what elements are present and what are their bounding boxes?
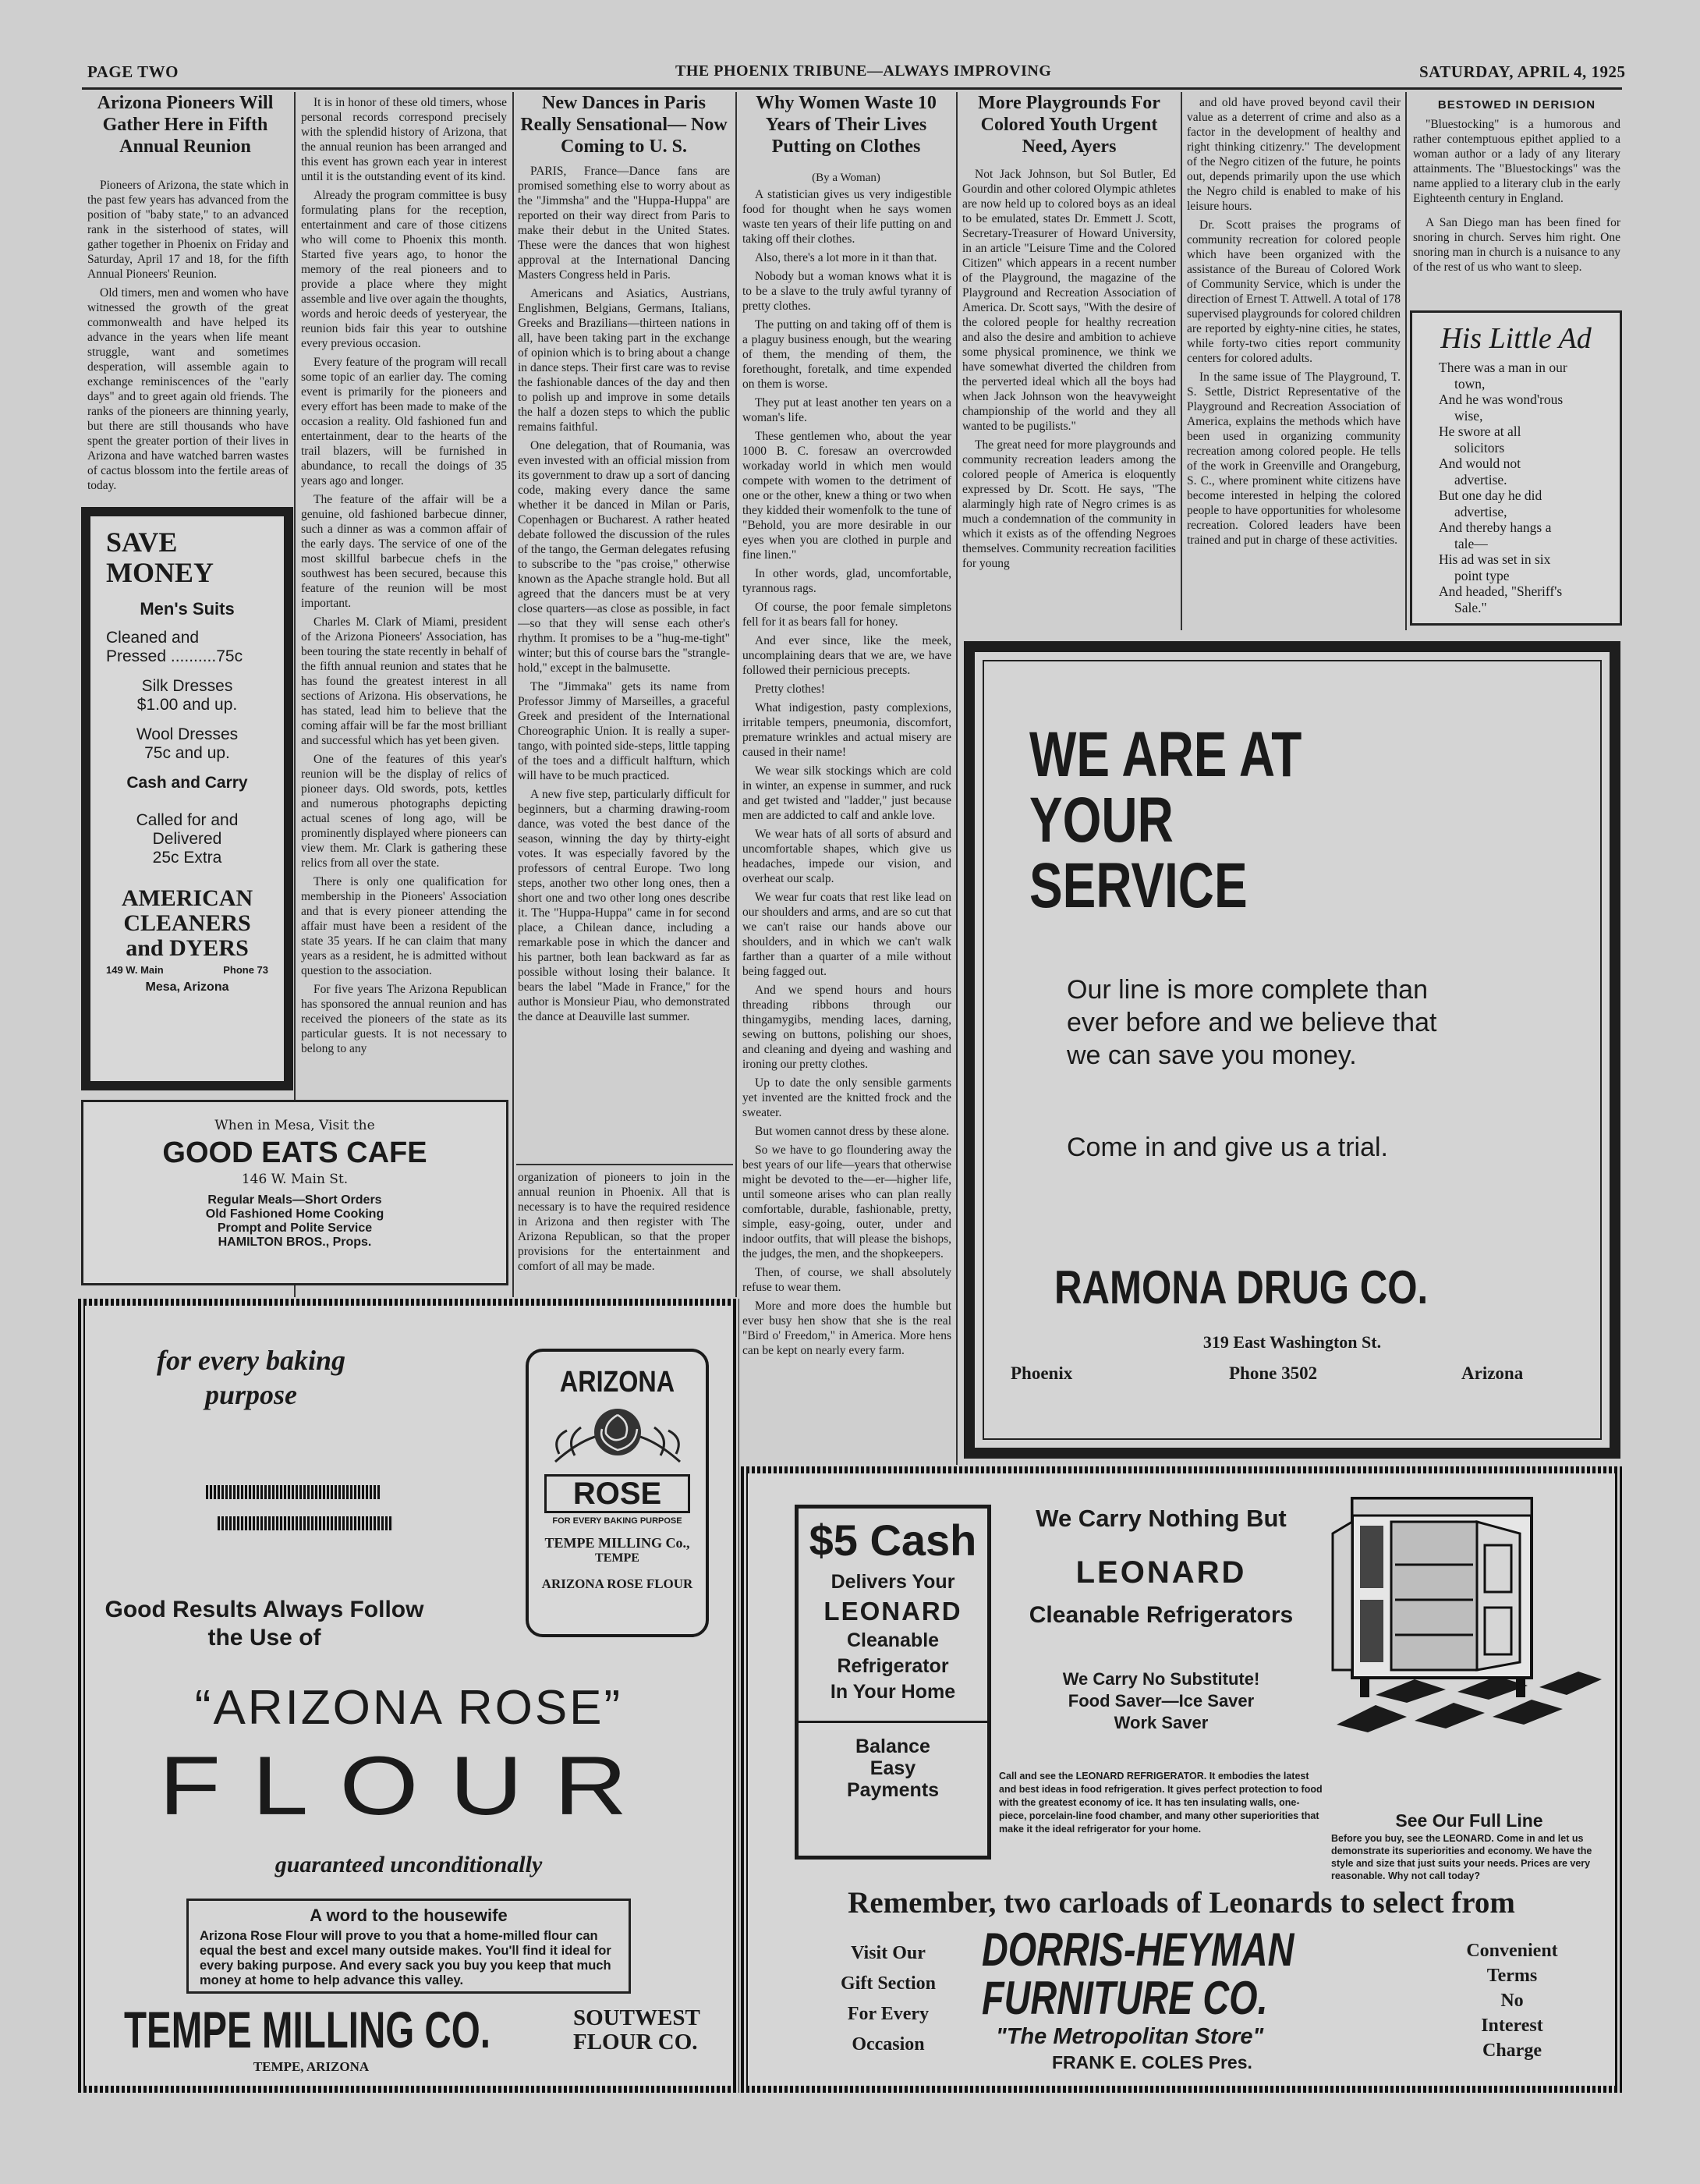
ad-subheading: A word to the housewife <box>310 1906 508 1925</box>
ad-body: Come in and give us a trial. <box>1067 1133 1388 1162</box>
ad-line: 75c and up. <box>144 744 230 762</box>
ad-line: Terms <box>1486 1966 1538 1986</box>
paragraph: The "Jimmaka" gets its name from Professor Jimmy of Marseilles, a graceful Greek and president of the International Choreographic Union. It is really a super-tango, with pointed side-steps, little tapping of the toes and a difficult halfturn, which will have to be much practiced. <box>518 680 730 782</box>
masthead-rule <box>82 87 1622 90</box>
paragraph: We wear hats of all sorts of absurd and uncomfortable shapes, which give us headaches, impede our vision, and overheat our scalp. <box>742 828 951 885</box>
paragraph: A San Diego man has been fined for snoring in church. Serves him right. One snoring man in church is a nuisance to any of the rest of us who want to sleep. <box>1413 216 1620 274</box>
sack-label: ARIZONA <box>559 1366 675 1399</box>
ad-line: Occasion <box>852 2034 925 2055</box>
ad-line: Delivered <box>152 830 222 848</box>
paragraph: It is in honor of these old timers, whose personal records correspond precisely with the splendid history of Arizona, that the annual reunion has been arranged and this event has grown each year in interest until it is the outstanding event of its kind. <box>301 96 507 183</box>
poem-line: town, <box>1454 375 1486 392</box>
ad-tagline: for every baking <box>157 1345 345 1376</box>
ad-business-name: FLOUR CO. <box>573 2030 698 2055</box>
paragraph: Already the program committee is busy formulating plans for the reception, entertainment and care of those citizens who will come to Phoenix this month. Started five years ago, to honor the memory of the real pioneers and to provide a place where they might assemble and live over again the thoughts, words and heroic deeds of yesteryear, the reunion bids fair this year to outshine every previous occasion. <box>301 189 507 350</box>
ad-business-name: TEMPE MILLING CO. <box>124 2001 491 2058</box>
paragraph: Also, there's a lot more in it than that. <box>755 251 937 264</box>
ad-line: Easy <box>869 1757 916 1779</box>
ad-headline: YOUR <box>1029 785 1174 856</box>
paragraph: "Bluestocking" is a humorous and rather contemptuous epithet applied to a woman author or a lady of any literary attainments. The "Bluestockings" was the name applied to a literary club in the early Eighteenth century in England. <box>1413 118 1620 205</box>
ad-line: Cleanable <box>846 1629 940 1651</box>
poem-line: point type <box>1454 567 1510 583</box>
paragraph: The feature of the affair will be a genuine, old fashioned barbecue dinner, such a dinner as was a common affair of the early days. The service of one of the most skillful barbecue chefs in the southwest has been secured, because this feature of the reunion will be most important. <box>301 493 507 610</box>
ad-business-name: DORRIS-HEYMAN <box>982 1923 1294 1976</box>
column-rule <box>956 92 958 1465</box>
sack-label: TEMPE MILLING Co., <box>544 1535 690 1551</box>
article-derision <box>1413 117 1620 304</box>
ad-business-name: FURNITURE CO. <box>982 1972 1268 2024</box>
ad-proprietor: FRANK E. COLES Pres. <box>1052 2052 1252 2072</box>
ad-line: LEONARD <box>823 1597 962 1626</box>
paragraph: What indigestion, pasty complexions, irritable tempers, pneumonia, discomfort, premature wrinkles and actual misery are caused in their name! <box>742 701 951 759</box>
poem-line: advertise, <box>1454 503 1507 519</box>
ad-line: Silk Dresses <box>141 677 233 695</box>
ad-address: 149 W. Main <box>106 964 164 976</box>
sack-label: ROSE <box>544 1474 690 1513</box>
ad-line: $1.00 and up. <box>136 696 238 714</box>
paragraph: They put at least another ten years on a woman's life. <box>742 396 951 424</box>
ad-body: Call and see the LEONARD REFRIGERATOR. It embodies the latest and best ideas in food refrigeration. It gives perfect protection to food with the greatest economy of ice. It has ten insulating walls, one-piece, porcelain-line food chamber, and many other superiorities that make it the ideal refrigerator for your home. <box>999 1771 1323 1835</box>
ad-headline: SERVICE <box>1029 850 1248 921</box>
ad-line: Called for and <box>136 811 239 829</box>
ad-business-name: CLEANERS <box>123 910 251 936</box>
paragraph: And we spend hours and hours threading ribbons through our thingamygibs, mending laces, darning, sewing on buttons, polishing our shoes, and cleaning and dyeing and washing and ironing our pretty clothes. <box>742 984 951 1071</box>
poem-his-little-ad <box>1410 310 1622 626</box>
sack-label: FOR EVERY BAKING PURPOSE <box>552 1516 682 1526</box>
ad-body: Arizona Rose Flour will prove to you that a home-milled flour can equal the best and excel many outside makes. You'll find it ideal for every baking purpose. And every sack you buy you keep that much money at home to help advance this valley. <box>200 1929 611 1987</box>
paragraph: A new five step, particularly difficult for beginners, but a charming drawing-room dance, was voted the best dance of the season, winning the day by thirty-eight votes. It was especially favored by the professors of central Europe. Two long steps, another two other long ones, then a short one and two other long ones describe it. The "Huppa-Huppa" came in for second place, a Chilean dance, including a remarkable pose in which the dancer and his partner, both lean backward as far as possible without losing their balance. It bears the label "Made in France," for the author is Monsieur Piau, who demonstrated the dance at Deauville last summer. <box>518 788 730 1023</box>
ad-line: Charge <box>1482 2040 1542 2061</box>
issue-date: SATURDAY, APRIL 4, 1925 <box>1419 62 1626 81</box>
poem-line: Sale." <box>1454 599 1487 615</box>
ad-line: Payments <box>846 1779 940 1801</box>
column-rule <box>1405 92 1407 630</box>
ad-line: the Use of <box>207 1625 321 1650</box>
paragraph: Then, of course, we shall absolutely refuse to wear them. <box>742 1266 951 1294</box>
paragraph: A statistician gives us very indigestible food for thought when he says women waste ten years of their life putting on and taking off their clothes. <box>742 188 951 246</box>
article-pioneers-jump: organization of pioneers to join in the annual reunion in Phoenix. All that is necessary is to have the required residence in Arizona and then register with The Arizona Republican, so that the proper provisions for the entertainment and comfort of all may be made. <box>518 1171 730 1273</box>
ad-brand-name: LEONARD <box>1075 1555 1247 1590</box>
ad-line: 25c Extra <box>152 849 222 867</box>
ad-body: Our line is more complete than ever before and we believe that we can save you money. <box>1067 975 1437 1070</box>
ad-american-cleaners <box>81 507 293 1090</box>
ad-line: Good Results Always Follow <box>104 1597 424 1622</box>
paragraph: Americans and Asiatics, Austrians, Englishmen, Belgians, Germans, Italians, Greeks and Brazilians—thirteen nations in all, have been taking part in the exchange of opinion which is to bring about a change in dance steps. Their first care was to revise the fashionable dances of the day and then to polish up and improve in some details the half a dozen steps to which the public remains faithful. <box>518 287 730 434</box>
paragraph: And ever since, like the meek, uncomplaining dears that we are, we have followed their pernicious precepts. <box>742 634 951 677</box>
column-rule <box>735 92 737 1297</box>
cash-offer-box <box>795 1505 991 1860</box>
ad-line: Work Saver <box>1114 1713 1209 1732</box>
decorative-stripe <box>218 1516 393 1530</box>
poem-line: He swore at all <box>1439 424 1521 439</box>
poem-line: tale— <box>1454 535 1488 551</box>
column-rule <box>512 92 514 1297</box>
ad-line: No <box>1500 1991 1524 2011</box>
paragraph: Every feature of the program will recall some topic of an earlier day. The coming event is primarily for the pioneers and every effort has been made to make of the occasion a reality. Old fashioned fun and entertainment, dear to the hearts of the trail blazers, will be furnished in abundance, to recall the doings of 35 years ago and longer. <box>301 356 507 488</box>
column-rule <box>1181 92 1182 630</box>
article-pioneers-continued <box>301 95 507 1101</box>
headline-women: Why Women Waste 10 Years of Their Lives Putting on Clothes <box>756 93 937 157</box>
ad-arizona-rose-flour <box>78 1299 739 2093</box>
ad-line: Wool Dresses <box>136 725 239 743</box>
ad-line: Convenient <box>1466 1941 1558 1961</box>
ad-city: Mesa, Arizona <box>145 980 229 994</box>
column-divider <box>516 1164 733 1165</box>
ad-line: We Carry Nothing But <box>1036 1505 1287 1532</box>
ad-line: In Your Home <box>830 1681 956 1703</box>
poem-line: solicitors <box>1454 439 1505 456</box>
paragraph: PARIS, France—Dance fans are promised something else to worry about as the "Jimmsha" and the "Huppa-Huppa" are reported on their way direct from Paris to make their debut in the United States. These were the dances that won highest approval at the International Dancing Masters Congress held in Paris. <box>518 165 730 282</box>
poem-line: And headed, "Sheriff's <box>1439 583 1563 599</box>
poem-line: And thereby hangs a <box>1439 519 1552 535</box>
ad-city: Phoenix <box>1011 1363 1073 1383</box>
ad-line: We Carry No Substitute! <box>1062 1669 1260 1689</box>
headline-playgrounds: More Playgrounds For Colored Youth Urgent Need, Ayers <box>978 93 1160 157</box>
poem-line: There was a man in our <box>1439 360 1567 375</box>
paragraph: Nobody but a woman knows what it is to be a slave to the truly awful tyranny of pretty clothes. <box>742 270 951 313</box>
ad-phone: Phone 73 <box>223 964 268 976</box>
ad-price: Pressed ..........75c <box>106 647 243 665</box>
headline-derision: BESTOWED IN DERISION <box>1437 98 1596 112</box>
ad-line: Visit Our <box>851 1943 926 1963</box>
ad-slogan: "The Metropolitan Store" <box>996 2024 1264 2049</box>
poem-line: But one day he did <box>1439 488 1542 503</box>
poem-line: His ad was set in six <box>1439 551 1551 567</box>
ad-line: Cleanable Refrigerators <box>1029 1602 1294 1628</box>
housewife-box <box>186 1899 631 1994</box>
ad-body: Before you buy, see the LEONARD. Come in and let us demonstrate its superiorities and economy. We have the style and size that just suits your needs. Prices are very reasonable. Why not call today? <box>1331 1833 1592 1881</box>
ad-line: Old Fashioned Home Cooking <box>205 1207 384 1221</box>
paragraph: One of the features of this year's reunion will be the display of relics of pioneer days. Old swords, pots, kettles and numerous photographs depicting actual scenes of long ago, will be prominently displayed where pioneers can view them. Mr. Clark is gathering these relics from all over the state. <box>301 753 507 870</box>
ad-line: Delivers Your <box>831 1571 955 1593</box>
ad-business-name: SOUTWEST <box>573 2005 700 2030</box>
paragraph: For five years The Arizona Republican has sponsored the annual reunion and has received the pioneers of the state as its particular guests. It is not necessary to belong to any <box>301 983 507 1055</box>
ad-title: MONEY <box>106 557 214 588</box>
paragraph: Pioneers of Arizona, the state which in the past few years has advanced from the position of "baby state," to an advanced rank in the sisterhood of states, will gather together in Phoenix on Friday and Saturday, April 17 and 18, for the fifth Annual Pioneers' Reunion. <box>87 179 289 281</box>
ad-subheading: See Our Full Line <box>1395 1810 1543 1831</box>
paragraph: More and more does the humble but ever busy hen show that she is the real "Bird o' Freedom," in America. More hens can be kept on nearly every farm. <box>742 1299 951 1357</box>
paragraph: and old have proved beyond cavil their value as a deterrent of crime and also as a factor in the development of healthy and right thinking citizenry." The development of the Negro citizen of the future, he points out, depends primarily upon the use which the Negro child is enabled to make of his leisure hours. <box>1187 96 1401 213</box>
byline: (By a Woman) <box>812 172 880 184</box>
ad-address: 146 W. Main St. <box>241 1172 349 1187</box>
article-dances <box>518 164 730 1154</box>
paper-title: THE PHOENIX TRIBUNE—ALWAYS IMPROVING <box>675 62 1052 80</box>
ad-line: Cleaned and <box>106 629 200 647</box>
ad-line: Food Saver—Ice Saver <box>1068 1691 1255 1711</box>
ad-line: Gift Section <box>841 1973 936 1994</box>
ad-business-name: RAMONA DRUG CO. <box>1054 1261 1429 1314</box>
poem-line: And would not <box>1439 456 1521 471</box>
paragraph: We wear silk stockings which are cold in winter, an expense in summer, and ruck and get twisted and "ladder," just because men are addicted to calf and ankle love. <box>742 764 951 822</box>
paragraph: Up to date the only sensible garments yet invented are the knitted frock and the sweater. <box>742 1076 951 1119</box>
refrigerator-illustration <box>1329 1491 1606 1732</box>
ad-line: For Every <box>847 2004 930 2024</box>
ad-line: Balance <box>855 1736 930 1757</box>
article-playgrounds <box>962 167 1176 627</box>
paragraph: In other words, glad, uncomfortable, tyrannous rags. <box>742 567 951 595</box>
paragraph: Charles M. Clark of Miami, president of the Arizona Pioneers' Association, has been touring the state recently in behalf of the fifth annual reunion and states that he has found the greatest interest in all sections of Arizona. His observations, he has stated, lead him to believe that the coming affair will be far the most brilliant and successful which has yet been given. <box>301 615 507 747</box>
ad-ramona-drug <box>964 641 1620 1459</box>
paragraph: We wear fur coats that rest like lead on our shoulders and arms, and are so cut that we can't raise our hands above our shoulders, and in which we can't walk farther than a quarter of a mile without being fagged out. <box>742 891 951 978</box>
paragraph: Old timers, men and women who have witnessed the growth of the great commonwealth and have helped its advance in the years when life meant struggle, want and sometimes desperation, will assemble again to exchange reminiscences of the "early days" and to greet again old friends. The ranks of the pioneers are thinning yearly, but there are still thousands who have spent the greater portion of their lives in Arizona and have watched barren wastes of cactus blossom into the fertile areas of today. <box>87 286 289 492</box>
ad-title: SAVE <box>106 526 178 558</box>
ad-state: Arizona <box>1461 1363 1524 1383</box>
paragraph: Dr. Scott praises the programs of community recreation for colored people which have been organized with the assistance of the Bureau of Colored Work of Community Service, which is under the direction of Ernest T. Attwell. A total of 178 supervised playgrounds for colored children are reported by eighty-nine cities, he states, while forty-two cities report community centers for colored adults. <box>1187 218 1401 365</box>
paragraph: Pretty clothes! <box>755 682 825 696</box>
ad-line: Refrigerator <box>837 1655 949 1677</box>
ad-line: Interest <box>1481 2016 1543 2036</box>
article-playgrounds-continued <box>1187 95 1401 627</box>
paragraph: There is only one qualification for membership in the Pioneers' Association and that is every pioneer attending the affair must have been a resident of the state 35 years. If he can claim that many years as a resident, he is admitted without question to the association. <box>301 875 507 977</box>
paragraph: So we have to go floundering away the best years of our life—years that otherwise might be devoted to the—er—higher life, until someone arises who can plan really comfortable, durable, fashionable, pretty, simple, easy-going, outer, under and indoor outfits, that will please the bishops, the judges, the men, and the shopkeepers. <box>742 1143 951 1260</box>
ad-line: Men's Suits <box>140 599 235 619</box>
decorative-stripe <box>206 1485 381 1499</box>
ad-business-name: and DYERS <box>126 935 249 961</box>
sack-label: ARIZONA ROSE FLOUR <box>541 1576 693 1591</box>
ad-line: Cash and Carry <box>126 774 248 792</box>
ad-headline: WE ARE AT <box>1029 719 1302 790</box>
paragraph: One delegation, that of Roumania, was even invested with an official mission from its government to draw up a sort of dancing code, making every dance the same whether it be danced in Milan or Paris, Copenhagen or Bucharest. A rather heated debate followed the discussion of the rules of the tango, the German delegates refusing to subscribe to the "pas croise," otherwise known as the Apache strangle hold. But all agreed that the dancers must be at very close quarters—as close as possible, in fact—so that they will sense each other's rhythm. It promises to be a "hug-me-tight" winter; but this of course bars the "strangle-hold," except in the balmusette. <box>518 439 730 675</box>
ad-business-name: GOOD EATS CAFE <box>162 1136 427 1169</box>
ad-leonard-refrigerators <box>741 1466 1622 2093</box>
ad-line: Regular Meals—Short Orders <box>207 1193 382 1207</box>
ad-line: HAMILTON BROS., Props. <box>218 1236 372 1249</box>
ad-city: TEMPE, ARIZONA <box>253 2059 370 2074</box>
ad-headline: Remember, two carloads of Leonards to select from <box>848 1886 1515 1920</box>
poem-line: advertise. <box>1454 471 1507 488</box>
ad-good-eats-cafe <box>81 1100 508 1285</box>
paragraph: Not Jack Johnson, but Sol Butler, Ed Gourdin and other colored Olympic athletes are now held up to colored boys as an ideal to be emulated, states Dr. Emmett J. Scott, Secretary-Treasurer of Howard University, in an article "Leisure Time and the Colored Citizen" which appears in a recent number of the Playground, the magazine of the Playground and Recreation Association of America. Dr. Scott says, "With the desire of the colored people for healthy recreation and also the desire and ambition to achieve some physical prominence, we think we have somewhat diverted the children from the perverted ideal which all the boys had when Jack Johnson won the heavyweight championship of the world and they all wanted to be pugilists." <box>962 168 1176 433</box>
poem-line: And he was wond'rous <box>1439 392 1564 407</box>
paragraph: The great need for more playgrounds and community recreation leaders among the colored people of America is eloquently expressed by Dr. Scott. He says, "The alarmingly high rate of Negro crimes is as much a condemnation of the community in which it exists as of the offending Negroes themselves. Community recreation facilities for young <box>962 438 1176 570</box>
poem-title: His Little Ad <box>1440 322 1592 355</box>
ad-line: When in Mesa, Visit the <box>214 1118 375 1133</box>
ad-business-name: AMERICAN <box>121 885 253 911</box>
page-number: PAGE TWO <box>87 62 179 81</box>
ad-phone: Phone 3502 <box>1229 1363 1318 1383</box>
sack-label: TEMPE <box>595 1551 639 1565</box>
rose-icon <box>544 1399 692 1470</box>
paragraph: But women cannot dress by these alone. <box>755 1125 950 1138</box>
flour-sack-illustration <box>526 1349 709 1637</box>
paragraph: These gentlemen who, about the year 1000 B. C. foresaw an overcrowded workaday world in which men would compete with women to the detriment of one or the other, knew a thing or two when they kidded their womenfolk to the tune of "Behold, you are more desirable in our eyes when you are clothed in purple and fine linen." <box>742 430 951 562</box>
headline-dances: New Dances in Paris Really Sensational— Now Coming to U. S. <box>520 93 728 157</box>
article-women <box>742 187 951 1459</box>
article-pioneers <box>87 178 289 498</box>
ad-guarantee: guaranteed unconditionally <box>274 1852 543 1877</box>
poem-line: wise, <box>1454 407 1483 424</box>
ad-line: Prompt and Polite Service <box>217 1221 373 1235</box>
paragraph: Of course, the poor female simpletons fell for it as bears fall for honey. <box>742 601 951 629</box>
ad-tagline: purpose <box>204 1379 298 1410</box>
ad-brand-name: “ARIZONA ROSE” <box>194 1681 623 1735</box>
paragraph: The putting on and taking off of them is a plaguy business enough, but the wearing of them, the mending of them, the forethought, foretalk, and time expended on them is worse. <box>742 318 951 391</box>
paragraph: In the same issue of The Playground, T. S. Settle, District Representative of the Playground and Recreation Association of America, explains the methods which have been used in organizing community recreation among colored people. He tells of the work in Greenville and Orangeburg, S. C., where prominent white citizens have become interested in helping the colored people to have opportunities for wholesome recreation. Colored leaders have been trained and put in charge of these activities. <box>1187 370 1401 547</box>
cash-offer: $5 Cash <box>809 1516 977 1565</box>
headline-pioneers: Arizona Pioneers Will Gather Here in Fifth Annual Reunion <box>97 93 274 157</box>
ad-product-name: FLOUR <box>158 1739 659 1832</box>
ad-address: 319 East Washington St. <box>1202 1332 1382 1352</box>
